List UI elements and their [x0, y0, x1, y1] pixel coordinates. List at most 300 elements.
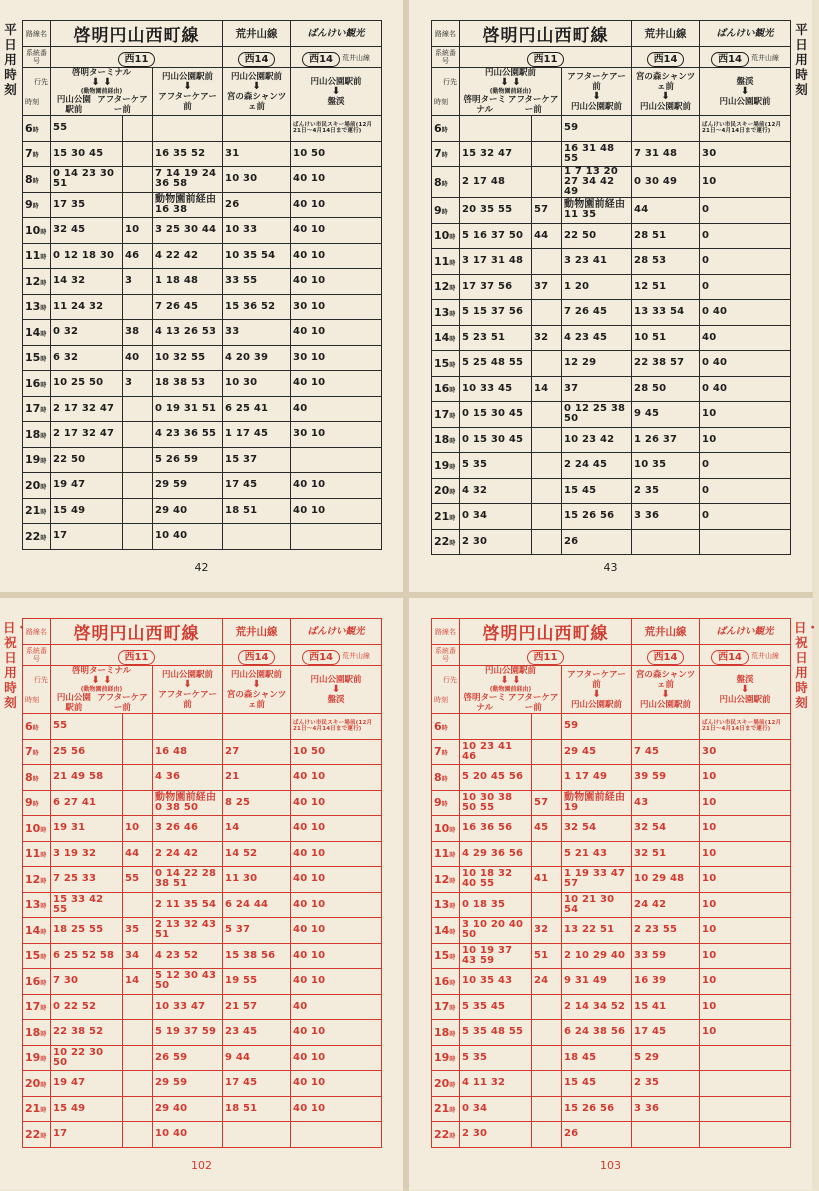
- departure-cell: 10: [700, 867, 791, 893]
- destination-bottom: 宮の森シャンツェ前: [226, 689, 287, 710]
- departure-cell: [532, 300, 562, 326]
- schedule-type-label: 日・祝日用時刻: [794, 620, 819, 710]
- departure-cell: [632, 116, 700, 142]
- hour-row: [432, 351, 791, 377]
- hour-suffix: 時: [449, 489, 456, 497]
- departure-cell: 10 50: [291, 141, 382, 167]
- hour-suffix: 時: [40, 826, 47, 834]
- system-badge-nishi11: 西11: [118, 52, 156, 67]
- hour-suffix: 時: [449, 514, 456, 522]
- departure-cell: ばんけい市民スキー場前(12月21日～4月14日まで運行): [291, 714, 382, 740]
- destination-bottom: 盤渓: [327, 96, 345, 107]
- corner-time-label: 時刻: [25, 695, 39, 704]
- departure-cell: 10 33 45: [460, 376, 532, 402]
- departure-cell: [223, 714, 291, 740]
- hour-cell: [432, 969, 460, 995]
- departure-cell: 57: [532, 198, 562, 224]
- departure-cell: [532, 351, 562, 377]
- hour-value: 20: [25, 1076, 41, 1090]
- departure-cell: [223, 1122, 291, 1148]
- hour-value: 9: [25, 796, 33, 810]
- route-label: 路線名: [432, 21, 460, 47]
- departure-cell: 7 31 48: [632, 141, 700, 167]
- departure-cell: 10 18 32 40 55: [460, 867, 532, 893]
- hour-value: 8: [25, 770, 33, 784]
- hour-value: 22: [434, 1127, 450, 1141]
- system-badge-nishi14: 西14: [238, 52, 276, 67]
- departure-cell: 40 10: [291, 1020, 382, 1046]
- hour-row: [432, 529, 791, 555]
- down-arrow-icon: ⬇: [252, 678, 261, 690]
- hour-cell: [23, 243, 51, 269]
- departure-cell: 0 12 18 30: [51, 243, 123, 269]
- departure-cell: 21 57: [223, 994, 291, 1020]
- hour-value: 14: [434, 331, 450, 345]
- departure-cell: 15 45: [562, 1071, 632, 1097]
- hour-suffix: 時: [449, 285, 456, 293]
- departure-cell: 10 23 41 46: [460, 739, 532, 765]
- via-note: (動物園前経由): [489, 686, 532, 693]
- departure-cell: 2 13 32 43 51: [153, 918, 223, 944]
- hour-value: 6: [434, 121, 442, 135]
- corner-time-label: 時刻: [434, 695, 448, 704]
- hour-value: 7: [434, 745, 442, 759]
- departure-cell: 4 11 32: [460, 1071, 532, 1097]
- hour-row: [23, 243, 382, 269]
- destination-bottom: 円山公園駅前: [719, 694, 771, 705]
- departure-cell: 10: [700, 427, 791, 453]
- departure-cell: 30 10: [291, 422, 382, 448]
- destination-header-3: [223, 68, 291, 116]
- departure-cell: 2 35: [632, 1071, 700, 1097]
- hour-value: 6: [25, 121, 33, 135]
- route-title: 啓明円山西町線: [51, 21, 223, 47]
- departure-cell: 3 36: [632, 504, 700, 530]
- departure-cell: 0 12 25 38 50: [562, 402, 632, 428]
- departure-cell: 15 26 56: [562, 1096, 632, 1122]
- departure-cell: 1 26 37: [632, 427, 700, 453]
- departure-cell: 38: [123, 320, 153, 346]
- departure-cell: 5 35: [460, 1045, 532, 1071]
- hour-suffix: 時: [449, 1107, 456, 1115]
- hour-cell: [23, 1071, 51, 1097]
- departure-cell: [460, 116, 532, 142]
- hour-row: [23, 141, 382, 167]
- departure-cell: 3 10 20 40 50: [460, 918, 532, 944]
- route-label: 路線名: [23, 619, 51, 645]
- hour-value: 21: [434, 509, 450, 523]
- hour-row: [432, 994, 791, 1020]
- departure-cell: 2 30: [460, 529, 532, 555]
- departure-cell: 4 36: [153, 765, 223, 791]
- departure-cell: ばんけい市民スキー場前(12月21日～4月14日まで運行): [700, 714, 791, 740]
- departure-cell: 40 10: [291, 371, 382, 397]
- hour-cell: [432, 994, 460, 1020]
- hour-suffix: 時: [40, 330, 47, 338]
- departure-cell: 10: [700, 918, 791, 944]
- departure-cell: 15 38 56: [223, 943, 291, 969]
- hour-row: [23, 345, 382, 371]
- hour-row: [23, 192, 382, 218]
- departure-cell: 2 11 35 54: [153, 892, 223, 918]
- departure-cell: 10 30 38 50 55: [460, 790, 532, 816]
- hour-value: 6: [25, 719, 33, 733]
- hour-row: [432, 892, 791, 918]
- departure-cell: 30: [700, 739, 791, 765]
- departure-cell: 30 10: [291, 345, 382, 371]
- departure-cell: 40 10: [291, 167, 382, 193]
- hour-row: [23, 918, 382, 944]
- departure-cell: 26: [562, 529, 632, 555]
- timetable-page: [0, 0, 403, 592]
- departure-cell: 0 22 52: [51, 994, 123, 1020]
- hour-value: 16: [25, 974, 41, 988]
- departure-cell: 0 40: [700, 376, 791, 402]
- hour-value: 20: [25, 478, 41, 492]
- departure-cell: 15 41: [632, 994, 700, 1020]
- departure-cell: 0 19 31 51: [153, 396, 223, 422]
- destination-top: 円山公園駅前: [162, 669, 214, 680]
- hour-cell: [23, 269, 51, 295]
- hour-cell: [23, 841, 51, 867]
- destination-top: 円山公園駅前: [162, 71, 214, 82]
- departure-cell: 0 40: [700, 351, 791, 377]
- departure-cell: 40 10: [291, 192, 382, 218]
- hour-value: 16: [434, 382, 450, 396]
- hour-suffix: 時: [40, 903, 47, 911]
- departure-cell: 10 29 48: [632, 867, 700, 893]
- departure-cell: 14: [223, 816, 291, 842]
- departure-cell: [700, 1071, 791, 1097]
- departure-cell: [123, 447, 153, 473]
- destination-bottom: 円山公園駅前: [571, 101, 623, 112]
- hour-suffix: 時: [449, 463, 456, 471]
- departure-cell: 40: [291, 396, 382, 422]
- hour-suffix: 時: [32, 126, 39, 134]
- departure-cell: 17 45: [632, 1020, 700, 1046]
- departure-cell: 28 51: [632, 223, 700, 249]
- hour-suffix: 時: [449, 852, 456, 860]
- departure-cell: [532, 994, 562, 1020]
- page-number: 43: [603, 561, 618, 574]
- route-title: 啓明円山西町線: [460, 21, 632, 47]
- departure-cell: 37: [532, 274, 562, 300]
- departure-cell: 32 54: [562, 816, 632, 842]
- departure-cell: 3 19 32: [51, 841, 123, 867]
- departure-cell: 10 50: [291, 739, 382, 765]
- hour-suffix: 時: [449, 979, 456, 987]
- hour-row: [23, 1020, 382, 1046]
- hour-suffix: 時: [40, 254, 47, 262]
- departure-cell: 40 10: [291, 1045, 382, 1071]
- departure-cell: [123, 1020, 153, 1046]
- departure-cell: [123, 714, 153, 740]
- departure-cell: [532, 141, 562, 167]
- hour-value: 7: [25, 147, 33, 161]
- down-arrow-icon: ⬇: [661, 688, 670, 700]
- hour-value: 15: [25, 949, 41, 963]
- destination-bottom-b: アフターケアー前: [507, 95, 559, 115]
- destination-top: 宮の森シャンツェ前: [635, 71, 696, 92]
- hour-suffix: 時: [40, 356, 47, 364]
- hour-value: 19: [434, 458, 450, 472]
- departure-cell: 15 36 52: [223, 294, 291, 320]
- hour-row: [432, 376, 791, 402]
- hour-row: [23, 765, 382, 791]
- departure-cell: 4 22 42: [153, 243, 223, 269]
- corner-dest-label: 行先: [34, 77, 48, 86]
- departure-cell: 10 32 55: [153, 345, 223, 371]
- departure-cell: 0: [700, 274, 791, 300]
- hour-cell: [23, 816, 51, 842]
- system-badge-note: 荒井山線: [342, 651, 370, 660]
- hour-cell: [23, 524, 51, 550]
- destination-bottom: 宮の森シャンツェ前: [226, 91, 287, 112]
- departure-cell: 6 24 38 56: [562, 1020, 632, 1046]
- hour-value: 14: [25, 923, 41, 937]
- route-line-2: 荒井山線: [632, 619, 700, 645]
- departure-cell: [123, 167, 153, 193]
- departure-cell: 22 38 52: [51, 1020, 123, 1046]
- departure-cell: 15 33 42 55: [51, 892, 123, 918]
- departure-cell: 0 34: [460, 1096, 532, 1122]
- down-arrow-icon: ⬇: [740, 683, 750, 695]
- hour-cell: [432, 427, 460, 453]
- hour-row: [432, 116, 791, 142]
- departure-cell: 40 10: [291, 790, 382, 816]
- hour-cell: [432, 300, 460, 326]
- hour-row: [23, 167, 382, 193]
- hour-row: [432, 841, 791, 867]
- departure-cell: [123, 765, 153, 791]
- hour-row: [23, 994, 382, 1020]
- hour-row: [432, 504, 791, 530]
- down-arrow-icon: ⬇ ⬇: [91, 77, 112, 88]
- departure-cell: 40 10: [291, 218, 382, 244]
- hour-value: 8: [25, 172, 33, 186]
- hour-suffix: 時: [441, 750, 448, 758]
- hour-row: [432, 198, 791, 224]
- system-badge-note: 荒井山線: [751, 651, 779, 660]
- departure-cell: 40 10: [291, 473, 382, 499]
- departure-cell: 10 22 30 50: [51, 1045, 123, 1071]
- departure-cell: 16 35 52: [153, 141, 223, 167]
- departure-cell: 12 29: [562, 351, 632, 377]
- departure-cell: 55: [51, 116, 123, 142]
- departure-cell: 32 51: [632, 841, 700, 867]
- hour-cell: [23, 141, 51, 167]
- destination-top: 円山公園駅前: [231, 669, 283, 680]
- corner-cell: [23, 666, 51, 714]
- hour-row: [432, 918, 791, 944]
- hour-cell: [432, 1096, 460, 1122]
- system-badge-note: 荒井山線: [751, 53, 779, 62]
- departure-cell: 10 35 54: [223, 243, 291, 269]
- departure-cell: 40 10: [291, 943, 382, 969]
- departure-cell: ばんけい市民スキー場前(12月21日～4月14日まで運行): [291, 116, 382, 142]
- hour-cell: [23, 790, 51, 816]
- departure-cell: 8 25: [223, 790, 291, 816]
- timetable-page: [409, 598, 819, 1190]
- departure-cell: 10: [700, 969, 791, 995]
- hour-value: 11: [434, 254, 450, 268]
- hour-cell: [432, 274, 460, 300]
- hour-row: [23, 320, 382, 346]
- departure-cell: 0: [700, 453, 791, 479]
- departure-cell: [123, 192, 153, 218]
- departure-cell: 3: [123, 371, 153, 397]
- hour-row: [23, 1045, 382, 1071]
- down-arrow-icon: ⬇: [252, 80, 261, 92]
- departure-cell: 14: [123, 969, 153, 995]
- hour-row: [432, 1122, 791, 1148]
- departure-cell: [223, 524, 291, 550]
- hour-row: [23, 892, 382, 918]
- hour-row: [432, 274, 791, 300]
- route-line-2: 荒井山線: [223, 619, 291, 645]
- departure-cell: 40 10: [291, 969, 382, 995]
- departure-cell: [532, 453, 562, 479]
- departure-cell: 6 32: [51, 345, 123, 371]
- departure-cell: 19 55: [223, 969, 291, 995]
- departure-cell: 13 33 54: [632, 300, 700, 326]
- departure-cell: 0 40: [700, 300, 791, 326]
- departure-cell: 9 45: [632, 402, 700, 428]
- destination-header-4: [291, 666, 382, 714]
- hour-suffix: 時: [449, 1005, 456, 1013]
- departure-cell: 26: [223, 192, 291, 218]
- departure-cell: 10: [700, 816, 791, 842]
- hour-cell: [23, 371, 51, 397]
- departure-cell: [123, 1045, 153, 1071]
- schedule-type-label: 平日用時刻: [795, 22, 808, 97]
- departure-cell: [532, 739, 562, 765]
- departure-cell: 19 31: [51, 816, 123, 842]
- departure-cell: 18 51: [223, 498, 291, 524]
- departure-cell: 3 17 31 48: [460, 249, 532, 275]
- hour-suffix: 時: [449, 412, 456, 420]
- hour-value: 17: [25, 1000, 41, 1014]
- hour-row: [432, 325, 791, 351]
- hour-value: 9: [434, 203, 442, 217]
- departure-cell: 22 50: [51, 447, 123, 473]
- hour-cell: [23, 1096, 51, 1122]
- departure-cell: 0: [700, 249, 791, 275]
- departure-cell: [460, 714, 532, 740]
- hour-cell: [432, 116, 460, 142]
- hour-value: 11: [25, 847, 41, 861]
- system-label: 系統番号: [23, 645, 51, 666]
- departure-cell: [532, 765, 562, 791]
- departure-cell: 10 35: [632, 453, 700, 479]
- system-badge-nishi14-arai: 西14: [711, 650, 749, 665]
- hour-suffix: 時: [32, 801, 39, 809]
- departure-cell: 17: [51, 524, 123, 550]
- departure-cell: 27: [223, 739, 291, 765]
- hour-suffix: 時: [449, 954, 456, 962]
- departure-cell: 40 10: [291, 498, 382, 524]
- departure-cell: 0 34: [460, 504, 532, 530]
- departure-cell: 10 30: [223, 371, 291, 397]
- departure-cell: 10 30: [223, 167, 291, 193]
- departure-cell: [532, 478, 562, 504]
- hour-cell: [432, 453, 460, 479]
- system-badge-nishi14-arai: 西14: [302, 52, 340, 67]
- hour-suffix: 時: [441, 126, 448, 134]
- departure-cell: 2 24 42: [153, 841, 223, 867]
- hour-row: [23, 1096, 382, 1122]
- hour-cell: [23, 994, 51, 1020]
- hour-suffix: 時: [40, 509, 47, 517]
- schedule-type-label: 日・祝日用時刻: [3, 620, 29, 710]
- destination-top: 盤渓: [736, 76, 754, 87]
- departure-cell: 24: [532, 969, 562, 995]
- departure-cell: 26 59: [153, 1045, 223, 1071]
- departure-cell: 0 32: [51, 320, 123, 346]
- hour-cell: [432, 198, 460, 224]
- down-arrow-icon: ⬇ ⬇: [500, 675, 521, 686]
- departure-cell: ばんけい市民スキー場前(12月21日～4月14日まで運行): [700, 116, 791, 142]
- hour-cell: [432, 325, 460, 351]
- departure-cell: 4 13 26 53: [153, 320, 223, 346]
- departure-cell: 7 30: [51, 969, 123, 995]
- departure-cell: 10 33 47: [153, 994, 223, 1020]
- system-badge-nishi14: 西14: [647, 52, 685, 67]
- destination-header-2: [153, 666, 223, 714]
- departure-cell: 41: [532, 867, 562, 893]
- departure-cell: 10 40: [153, 1122, 223, 1148]
- departure-cell: 0 14 22 28 38 51: [153, 867, 223, 893]
- destination-top: 宮の森シャンツェ前: [635, 669, 696, 690]
- departure-cell: 15 26 56: [562, 504, 632, 530]
- hour-suffix: 時: [40, 534, 47, 542]
- destination-header-3: [632, 68, 700, 116]
- departure-cell: 30 10: [291, 294, 382, 320]
- system-badge-nishi11: 西11: [527, 52, 565, 67]
- departure-cell: 2 24 45: [562, 453, 632, 479]
- departure-cell: 動物園前経由 19: [562, 790, 632, 816]
- departure-cell: 0: [700, 223, 791, 249]
- hour-cell: [432, 223, 460, 249]
- departure-cell: 7 14 19 24 36 58: [153, 167, 223, 193]
- departure-cell: 0 14 23 30 51: [51, 167, 123, 193]
- hour-value: 16: [25, 376, 41, 390]
- departure-cell: 16 39: [632, 969, 700, 995]
- departure-cell: [532, 1122, 562, 1148]
- departure-cell: 20 35 55: [460, 198, 532, 224]
- hour-value: 21: [25, 1102, 41, 1116]
- hour-suffix: 時: [40, 381, 47, 389]
- hour-suffix: 時: [40, 1081, 47, 1089]
- hour-cell: [432, 790, 460, 816]
- departure-cell: [700, 1122, 791, 1148]
- timetable-grid: [22, 618, 382, 1148]
- special-route-title: ばんけい観光: [291, 619, 382, 645]
- corner-dest-label: 行先: [443, 675, 457, 684]
- departure-cell: 19 47: [51, 1071, 123, 1097]
- hour-value: 14: [25, 325, 41, 339]
- hour-cell: [432, 376, 460, 402]
- destination-top: 円山公園駅前: [310, 76, 362, 87]
- departure-cell: [532, 427, 562, 453]
- hour-row: [432, 300, 791, 326]
- departure-cell: 29 59: [153, 473, 223, 499]
- hour-suffix: 時: [449, 903, 456, 911]
- departure-cell: 2 14 34 52: [562, 994, 632, 1020]
- hour-row: [432, 249, 791, 275]
- departure-cell: 40 10: [291, 269, 382, 295]
- departure-cell: 32 54: [632, 816, 700, 842]
